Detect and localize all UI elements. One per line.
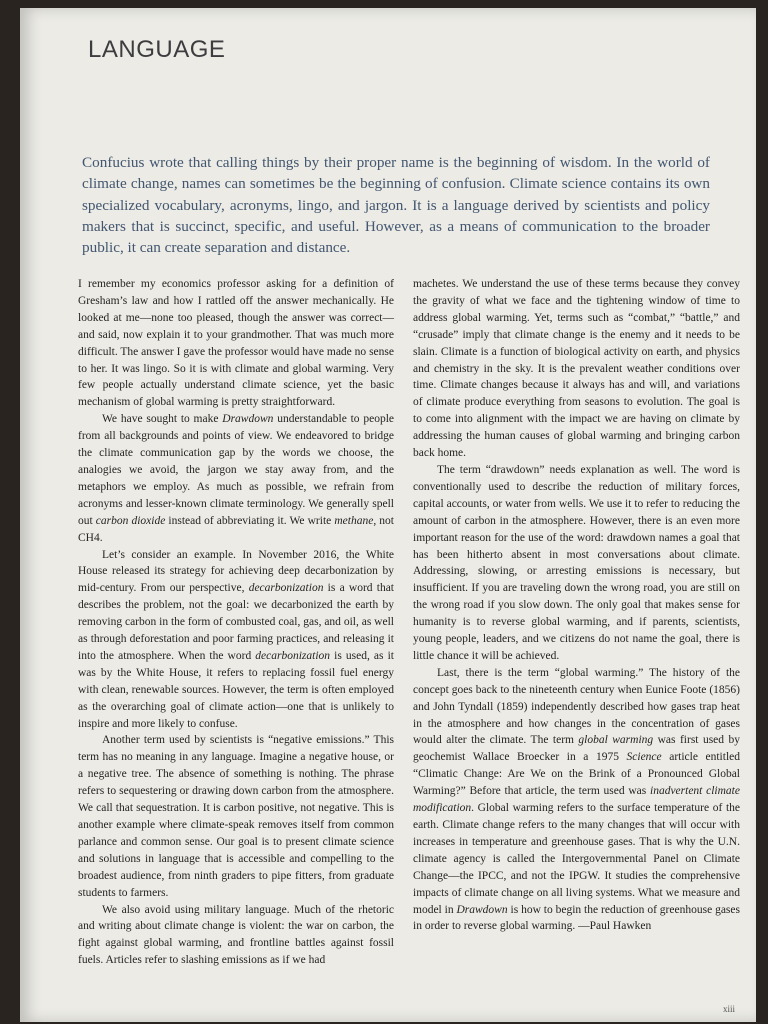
body-paragraph: Let’s consider an example. In November 2016, the White House released its strategy for achieving deep decarbonization by mid-century. From our perspective, decarbonization is a word that describes the problem, not the goal: we decarbonized the earth by removing carbon in the form of combusted coal, gas, and oil, as well as through deforestation and poor farming practices, and releasing it into the atmosphere. When the word decarbonization is used, as it was by the White House, it refers to replacing fossil fuel energy with clean, renewable sources. However, the term is often employed as the overarching goal of climate action—one that is unlikely to inspire and more likely to confuse. [78, 548, 394, 730]
body-paragraph: We also avoid using military language. Much of the rhetoric and writing about climate change is violent: the war on carbon, the fight against global warming, and frontline battles against fossil fuels. Articles refer to slashing emissions as if we had [78, 903, 394, 967]
body-paragraph: Last, there is the term “global warming.” The history of the concept goes back to the nineteenth century when Eunice Foote (1856) and John Tyndall (1859) independently described how gases trap heat in the atmosphere and how changes in the concentration of gases would alter the climate. The term global warming was first used by geochemist Wallace Broecker in a 1975 Science article entitled “Climatic Change: Are We on the Brink of a Pronounced Global Warming?” Before that article, the term used was inadvertent climate modification. Global warming refers to the surface temperature of the earth. Climate change refers to the many changes that will occur with increases in temperature and greenhouse gases. That is why the U.N. climate agency is called the Intergovernmental Panel on Climate Change—the IPCC, and not the IPGW. It studies the comprehensive impacts of climate change on all living systems. What we measure and model in Drawdown is how to begin the reduction of greenhouse gases in order to reverse global warming. —Paul Hawken [413, 666, 740, 933]
right-column [413, 276, 740, 935]
italic-term: Science [626, 751, 662, 764]
italic-term: global warming [578, 734, 654, 747]
italic-term: Drawdown [456, 903, 508, 916]
left-column [78, 276, 394, 969]
italic-term: inadvertent climate modification [413, 785, 740, 815]
body-paragraph: We have sought to make Drawdown understandable to people from all backgrounds and points of view. We endeavored to bridge the climate communication gap by the words we choose, the analogies we avoid, the jargon we stay away from, and the metaphors we employ. As much as possible, we refrain from acronyms and lesser-known climate terminology. We generally spell out carbon dioxide instead of abbreviating it. We write methane, not CH4. [78, 413, 394, 544]
italic-term: Drawdown [222, 413, 274, 426]
page-heading: LANGUAGE [88, 36, 226, 63]
page-number: xiii [723, 1004, 736, 1014]
italic-term: methane [334, 514, 374, 527]
intro-paragraph: Confucius wrote that calling things by their proper name is the beginning of wisdom. In the world of climate change, names can sometimes be the beginning of confusion. Climate science contains its own specialized vocabulary, acronyms, lingo, and jargon. It is a language derived by scientists and policy makers that is succinct, specific, and useful. However, as a means of communication to the broader public, it can create separation and distance. [82, 154, 710, 257]
body-paragraph: The term “drawdown” needs explanation as well. The word is conventionally used to describe the reduction of military forces, capital accounts, or water from wells. We use it to refer to reducing the amount of carbon in the atmosphere. However, there is an even more important reason for the use of the word: drawdown names a goal that has been hitherto absent in most conversations about climate. Addressing, slowing, or arresting emissions is necessary, but insufficient. If you are traveling down the wrong road, you are still on the wrong road if you slow down. The only goal that makes sense for humanity is to reverse global warming, and if parents, scientists, young people, leaders, and we citizens do not name the goal, there is little chance it will be achieved. [413, 463, 740, 662]
body-paragraph: Another term used by scientists is “negative emissions.” This term has no meaning in any language. Imagine a negative house, or a negative tree. The absence of something is nothing. The phrase refers to sequestering or drawing down carbon from the atmosphere. We call that sequestration. It is carbon positive, not negative. This is another example where climate-speak removes itself from common parlance and common sense. Our goal is to present climate science and solutions in language that is accessible and compelling to the broadest audience, from ninth graders to pipe fitters, from graduate students to farmers. [78, 734, 394, 899]
italic-term: decarbonization [248, 582, 324, 595]
body-paragraph: I remember my economics professor asking for a definition of Gresham’s law and how I rattled off the answer mechanically. He looked at me—none too pleased, though the answer was correct—and said, now explain it to your grandmother. That was much more difficult. The answer I gave the professor would have made no sense to her. It was lingo. So it is with climate and global warming. Very few people actually understand climate science, yet the basic mechanism of global warming is pretty straightforward. [78, 278, 394, 409]
italic-term: decarbonization [255, 649, 331, 662]
body-paragraph: machetes. We understand the use of these terms because they convey the gravity of what we face and the tightening window of time to address global warming. Yet, terms such as “combat,” “battle,” and “crusade” imply that climate change is the enemy and it needs to be slain. Climate is a function of biological activity on earth, and physics and chemistry in the sky. It is the prevalent weather conditions over time. Climate changes because it always has and will, and variations of climate produce everything from seasons to evolution. The goal is to come into alignment with the impact we are having on climate by addressing the human causes of global warming and bringing carbon back home. [413, 278, 740, 460]
italic-term: carbon dioxide [95, 514, 166, 527]
book-page [20, 8, 756, 1022]
